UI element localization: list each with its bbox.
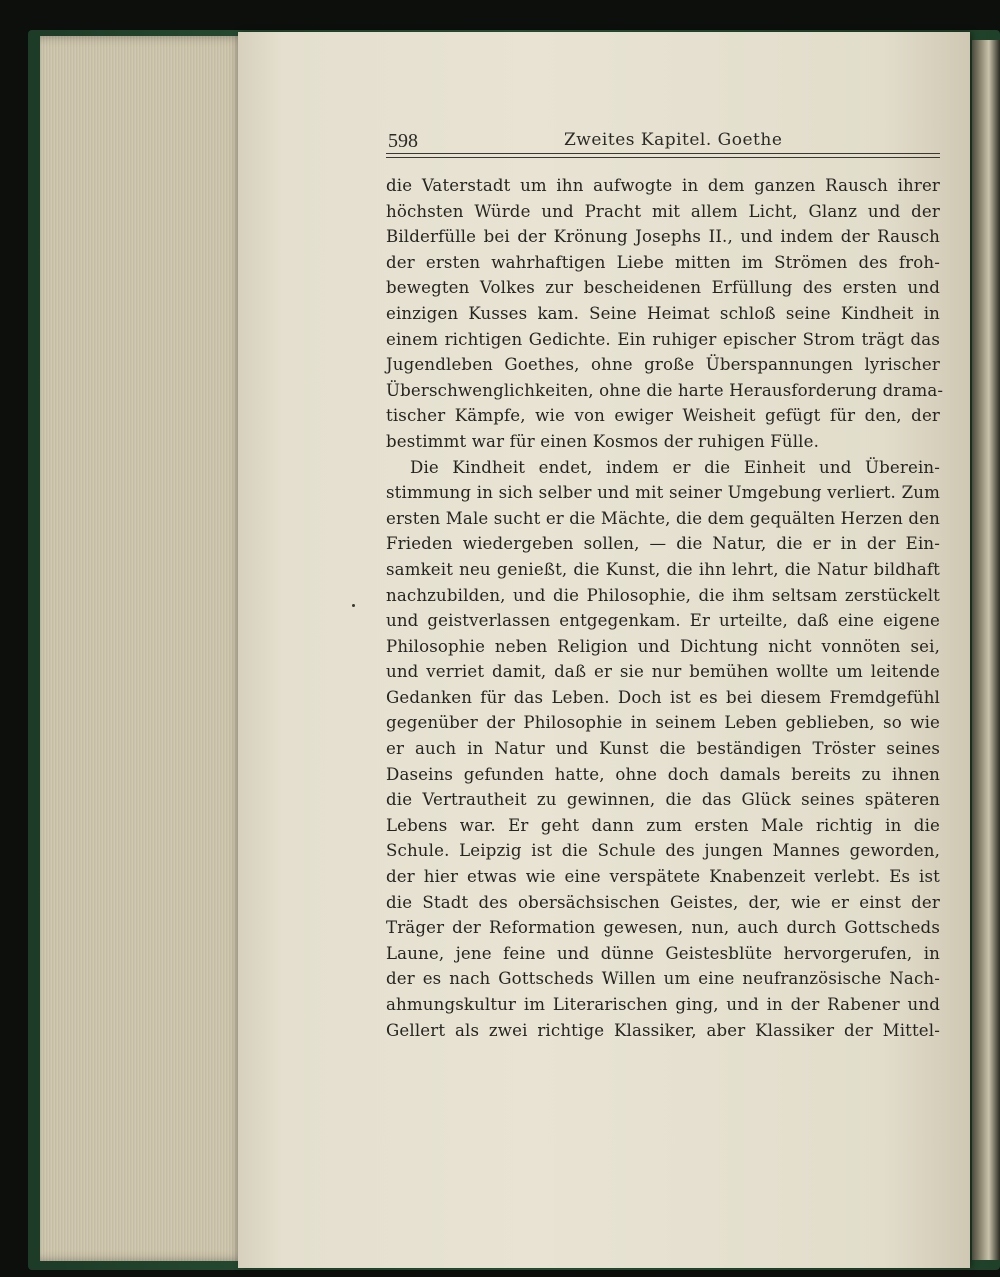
text-line: Lebens war. Er geht dann zum ersten Male richtig in die	[386, 815, 940, 835]
text-line: bestimmt war für einen Kosmos der ruhigen Fülle.	[386, 431, 820, 451]
text-line: und verriet damit, daß er sie nur bemühen wollte um leitende	[386, 662, 940, 682]
text-line: nachzubilden, und die Philosophie, die ihm seltsam zerstückelt	[386, 585, 940, 605]
text-line: er auch in Natur und Kunst die beständigen Tröster seines	[386, 739, 940, 759]
text-line: der es nach Gottscheds Willen um eine neufranzösische Nach-	[386, 969, 940, 989]
text-line: und geistverlassen entgegenkam. Er urteilte, daß eine eigene	[386, 611, 940, 631]
page-header	[388, 126, 940, 156]
text-line: Philosophie neben Religion und Dichtung nicht vonnöten sei,	[386, 636, 940, 656]
text-line: Überschwenglichkeiten, ohne die harte Herausforderung drama-	[386, 380, 944, 400]
text-line: einem richtigen Gedichte. Ein ruhiger epischer Strom trägt das	[386, 329, 940, 349]
page-edges	[40, 36, 245, 1261]
text-line: Jugendleben Goethes, ohne große Überspannungen lyrischer	[386, 355, 940, 375]
text-line: Schule. Leipzig ist die Schule des jungen Mannes geworden,	[386, 841, 940, 861]
page-number: 598	[388, 130, 418, 152]
text-line: gegenüber der Philosophie in seinem Leben geblieben, so wie	[386, 713, 940, 733]
text-line: Gellert als zwei richtige Klassiker, aber Klassiker der Mittel-	[386, 1020, 940, 1040]
text-line: ersten Male sucht er die Mächte, die dem gequälten Herzen den	[386, 508, 940, 528]
text-line: tischer Kämpfe, wie von ewiger Weisheit gefügt für den, der	[386, 406, 940, 426]
text-line: Bilderfülle bei der Krönung Josephs II., und indem der Rausch	[386, 227, 940, 247]
text-line: die Vaterstadt um ihn aufwogte in dem ganzen Rausch ihrer	[386, 176, 940, 195]
margin-speck	[352, 604, 355, 607]
text-line: Die Kindheit endet, indem er die Einheit und Überein-	[410, 457, 940, 477]
text-line: Träger der Reformation gewesen, nun, auch durch Gottscheds	[386, 918, 940, 938]
text-line: der hier etwas wie eine verspätete Knabenzeit verlebt. Es ist	[386, 867, 940, 887]
text-line: Frieden wiedergeben sollen, — die Natur, die er in der Ein-	[386, 534, 940, 554]
facing-page-edge	[972, 40, 1000, 1260]
header-rule	[386, 153, 940, 154]
header-rule-double	[386, 157, 940, 158]
running-title: Zweites Kapitel. Goethe	[564, 130, 783, 150]
text-line: Gedanken für das Leben. Doch ist es bei diesem Fremdgefühl	[386, 687, 940, 707]
body-text	[386, 173, 944, 1043]
text-line: stimmung in sich selber und mit seiner Umgebung verliert. Zum	[386, 483, 940, 503]
text-line: höchsten Würde und Pracht mit allem Licht, Glanz und der	[386, 201, 940, 221]
text-line: der ersten wahrhaftigen Liebe mitten im Strömen des froh-	[386, 252, 940, 272]
text-line: Laune, jene feine und dünne Geistesblüte hervorgerufen, in	[386, 943, 940, 963]
text-line: ahmungskultur im Literarischen ging, und in der Rabener und	[386, 995, 940, 1014]
text-line: die Stadt des obersächsischen Geistes, der, wie er einst der	[386, 892, 940, 912]
text-line: Daseins gefunden hatte, ohne doch damals bereits zu ihnen	[386, 764, 940, 784]
text-line: einzigen Kusses kam. Seine Heimat schloß seine Kindheit in	[386, 303, 940, 323]
text-line: samkeit neu genießt, die Kunst, die ihn lehrt, die Natur bildhaft	[386, 559, 940, 579]
text-line: bewegten Volkes zur bescheidenen Erfüllung des ersten und	[386, 278, 940, 298]
text-line: die Vertrautheit zu gewinnen, die das Glück seines späteren	[386, 790, 940, 810]
